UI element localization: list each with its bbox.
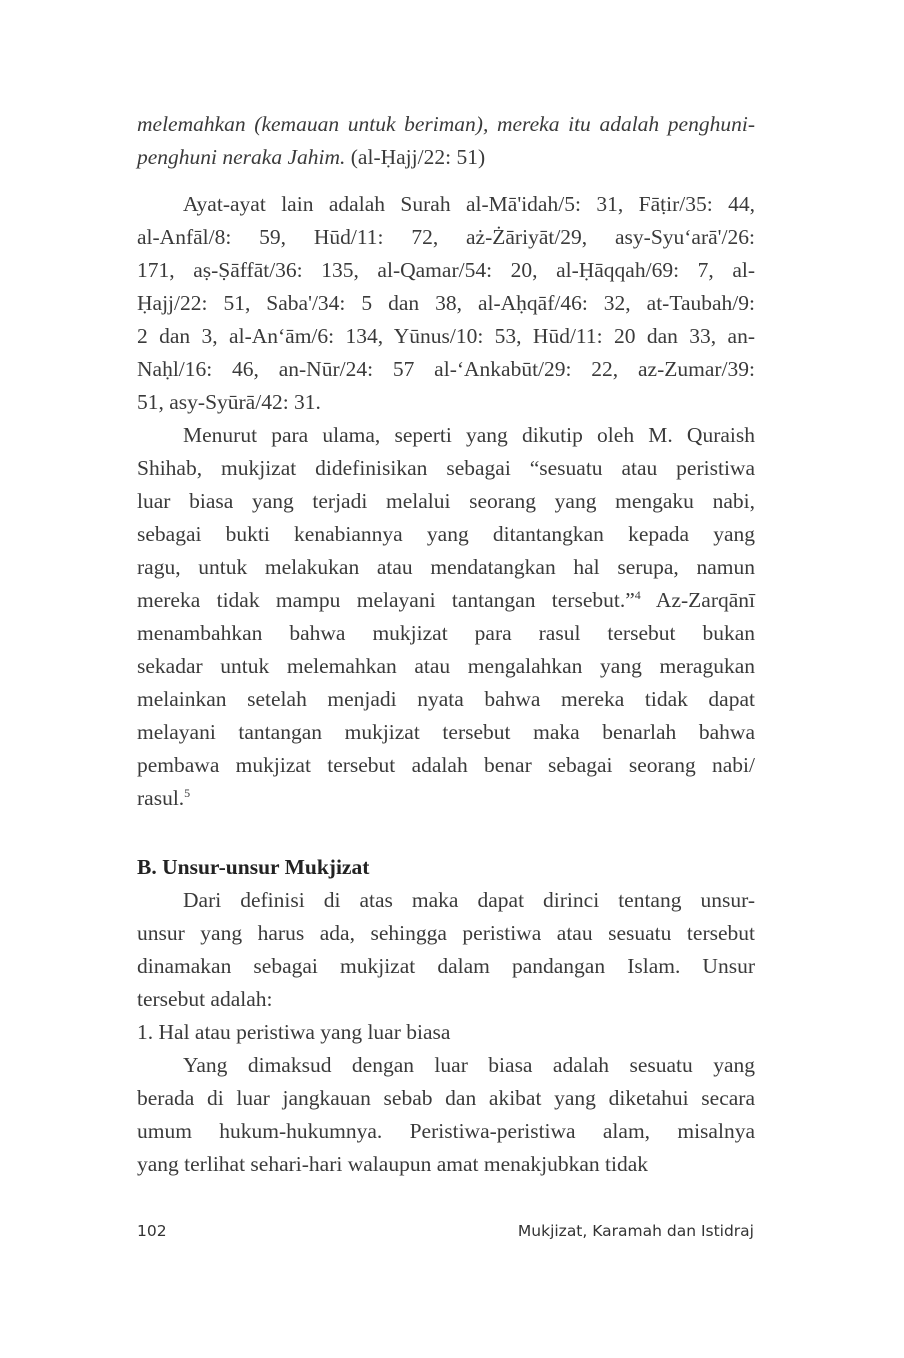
line-text: yang terlihat sehari-hari walaupun amat menakjubkan tidak bbox=[137, 1152, 649, 1176]
line-text: Ḥajj/22: 51, Saba'/34: 5 dan 38, al-Aḥqāf/46: 32, at-Taubah/9: bbox=[137, 291, 755, 315]
line-text: mereka tidak mampu melayani tantangan tersebut.” bbox=[137, 588, 635, 612]
text-line bbox=[137, 353, 755, 386]
text-line bbox=[137, 1115, 755, 1148]
text-line bbox=[137, 1016, 755, 1049]
line-text: tersebut adalah: bbox=[137, 987, 273, 1011]
page-body bbox=[137, 108, 755, 1181]
text-line bbox=[137, 749, 755, 782]
line-text: al-Anfāl/8: 59, Hūd/11: 72, aż-Żāriyāt/29, asy-Syu‘arā'/26: bbox=[137, 225, 755, 249]
text-line bbox=[137, 108, 755, 141]
text-line bbox=[137, 1148, 755, 1181]
line-text: sebagai bukti kenabiannya yang ditantangkan kepada yang bbox=[137, 522, 755, 546]
text-line bbox=[137, 683, 755, 716]
quote-text: penghuni neraka Jahim. bbox=[137, 145, 346, 169]
text-line bbox=[137, 983, 755, 1016]
text-line bbox=[137, 617, 755, 650]
line-text: luar biasa yang terjadi melalui seorang yang mengaku nabi, bbox=[137, 489, 755, 513]
page-number: 102 bbox=[137, 1222, 167, 1240]
text-line bbox=[137, 188, 755, 221]
text-line bbox=[137, 1049, 755, 1082]
text-line bbox=[137, 851, 755, 884]
line-text: Dari definisi di atas maka dapat dirinci tentang unsur- bbox=[183, 888, 755, 912]
paragraph bbox=[137, 1049, 755, 1181]
text-line bbox=[137, 917, 755, 950]
text-line bbox=[137, 485, 755, 518]
text-line bbox=[137, 782, 755, 815]
line-text: menambahkan bahwa mukjizat para rasul tersebut bukan bbox=[137, 621, 755, 645]
line-text: pembawa mukjizat tersebut adalah benar sebagai seorang nabi/ bbox=[137, 753, 755, 777]
paragraph bbox=[137, 188, 755, 419]
line-text: sekadar untuk melemahkan atau mengalahkan yang meragukan bbox=[137, 654, 755, 678]
text-line bbox=[137, 551, 755, 584]
text-line bbox=[137, 950, 755, 983]
quote-text: melemahkan (kemauan untuk beriman), mereka itu adalah penghuni- bbox=[137, 112, 755, 136]
line-text: Menurut para ulama, seperti yang dikutip oleh M. Quraish bbox=[183, 423, 755, 447]
footnote-ref[interactable]: 5 bbox=[184, 785, 191, 800]
running-title: Mukjizat, Karamah dan Istidraj bbox=[517, 1222, 754, 1240]
line-text: umum hukum-hukumnya. Peristiwa-peristiwa alam, misalnya bbox=[137, 1119, 755, 1143]
text-line bbox=[137, 716, 755, 749]
paragraph bbox=[137, 419, 755, 815]
text-line bbox=[137, 419, 755, 452]
text-line bbox=[137, 452, 755, 485]
line-text: Naḥl/16: 46, an-Nūr/24: 57 al-‘Ankabūt/29: 22, az-Zumar/39: bbox=[137, 357, 755, 381]
text-line bbox=[137, 287, 755, 320]
line-text: ragu, untuk melakukan atau mendatangkan hal serupa, namun bbox=[137, 555, 755, 579]
line-text: (al-Ḥajj/22: 51) bbox=[345, 145, 486, 169]
footnote-ref[interactable]: 4 bbox=[634, 587, 641, 602]
text-line bbox=[137, 1082, 755, 1115]
text-line bbox=[137, 884, 755, 917]
line-text: 2 dan 3, al-An‘ām/6: 134, Yūnus/10: 53, Hūd/11: 20 dan 33, an- bbox=[137, 324, 755, 348]
line-text: unsur yang harus ada, sehingga peristiwa atau sesuatu tersebut bbox=[137, 921, 755, 945]
section-heading bbox=[137, 851, 755, 884]
text-line bbox=[137, 584, 755, 617]
line-text: Az-Zarqānī bbox=[640, 588, 755, 612]
line-text: Yang dimaksud dengan luar biasa adalah sesuatu yang bbox=[183, 1053, 755, 1077]
text-line bbox=[137, 518, 755, 551]
text-line bbox=[137, 221, 755, 254]
line-text: berada di luar jangkauan sebab dan akibat yang diketahui secara bbox=[137, 1086, 755, 1110]
text-line bbox=[137, 254, 755, 287]
line-text: Shihab, mukjizat didefinisikan sebagai “sesuatu atau peristiwa bbox=[137, 456, 755, 480]
text-line bbox=[137, 650, 755, 683]
line-text: Ayat-ayat lain adalah Surah al-Mā'idah/5: 31, Fāṭir/35: 44, bbox=[183, 192, 755, 216]
text-line bbox=[137, 386, 755, 419]
line-text: B. Unsur-unsur Mukjizat bbox=[137, 855, 370, 879]
text-line bbox=[137, 141, 755, 174]
line-text: melayani tantangan mukjizat tersebut maka benarlah bahwa bbox=[137, 720, 755, 744]
list-item bbox=[137, 1016, 755, 1049]
line-text: 51, asy-Syūrā/42: 31. bbox=[137, 390, 321, 414]
paragraph bbox=[137, 884, 755, 1016]
line-text: melainkan setelah menjadi nyata bahwa mereka tidak dapat bbox=[137, 687, 755, 711]
line-text: rasul. bbox=[137, 786, 185, 810]
paragraph bbox=[137, 108, 755, 174]
line-text: 1. Hal atau peristiwa yang luar biasa bbox=[137, 1020, 451, 1044]
line-text: 171, aṣ-Ṣāffāt/36: 135, al-Qamar/54: 20, al-Ḥāqqah/69: 7, al- bbox=[137, 258, 755, 282]
line-text: dinamakan sebagai mukjizat dalam pandangan Islam. Unsur bbox=[137, 954, 755, 978]
text-line bbox=[137, 320, 755, 353]
